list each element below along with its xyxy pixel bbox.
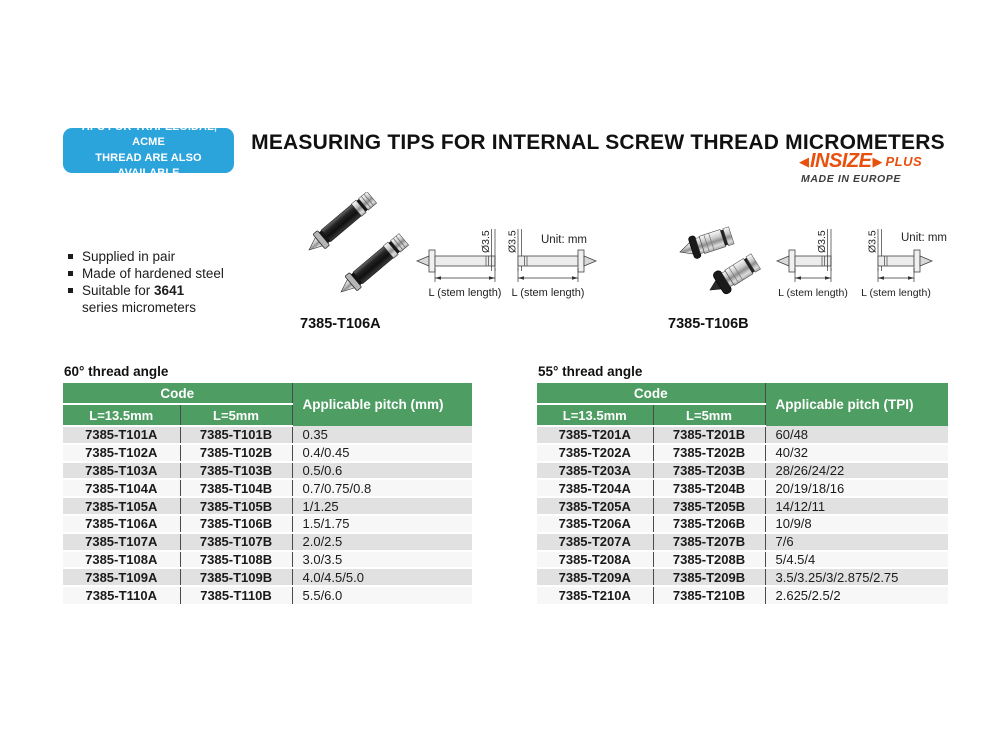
code-a-cell: 7385-T104A bbox=[63, 479, 180, 497]
code-a-cell: 7385-T106A bbox=[63, 515, 180, 533]
code-header: Code bbox=[537, 383, 765, 404]
pitch-cell: 0.5/0.6 bbox=[292, 462, 472, 480]
table-heading: 60° thread angle bbox=[64, 364, 169, 379]
code-a-cell: 7385-T206A bbox=[537, 515, 653, 533]
page-title: MEASURING TIPS FOR INTERNAL SCREW THREAD MICROMETERS bbox=[251, 131, 945, 154]
code-header: Code bbox=[63, 383, 292, 404]
code-a-cell: 7385-T101A bbox=[63, 426, 180, 444]
product-photo-7385-t106a bbox=[283, 192, 423, 312]
table-row bbox=[63, 462, 472, 480]
pitch-cell: 2.625/2.5/2 bbox=[765, 586, 948, 604]
bullet-icon bbox=[68, 254, 73, 259]
brand-name: INSIZE bbox=[810, 150, 872, 172]
dimension-drawing bbox=[417, 229, 501, 299]
table-row bbox=[537, 586, 948, 604]
table-row bbox=[537, 444, 948, 462]
pitch-cell: 0.35 bbox=[292, 426, 472, 444]
code-a-cell: 7385-T102A bbox=[63, 444, 180, 462]
code-b-cell: 7385-T104B bbox=[180, 479, 292, 497]
table-row bbox=[63, 533, 472, 551]
stem-length-label: L (stem length) bbox=[778, 287, 848, 299]
pitch-cell: 10/9/8 bbox=[765, 515, 948, 533]
diameter-label: Ø3.5 bbox=[816, 230, 828, 253]
pitch-cell: 28/26/24/22 bbox=[765, 462, 948, 480]
code-a-cell: 7385-T210A bbox=[537, 586, 653, 604]
code-b-cell: 7385-T102B bbox=[180, 444, 292, 462]
code-b-cell: 7385-T207B bbox=[653, 533, 765, 551]
bullet-icon bbox=[68, 288, 73, 293]
table-row bbox=[537, 462, 948, 480]
table-row bbox=[63, 444, 472, 462]
stem-length-label: L (stem length) bbox=[511, 287, 585, 299]
pitch-cell: 1.5/1.75 bbox=[292, 515, 472, 533]
feature-text: Suitable for 3641 bbox=[82, 283, 185, 298]
code-b-cell: 7385-T108B bbox=[180, 551, 292, 569]
pitch-cell: 0.7/0.75/0.8 bbox=[292, 479, 472, 497]
brand-logo bbox=[799, 151, 939, 185]
code-b-cell: 7385-T203B bbox=[653, 462, 765, 480]
code-b-cell: 7385-T206B bbox=[653, 515, 765, 533]
code-b-cell: 7385-T101B bbox=[180, 426, 292, 444]
code-a-cell: 7385-T202A bbox=[537, 444, 653, 462]
pitch-cell: 60/48 bbox=[765, 426, 948, 444]
code-a-cell: 7385-T109A bbox=[63, 568, 180, 586]
table-heading: 55° thread angle bbox=[538, 364, 643, 379]
code-b-cell: 7385-T109B bbox=[180, 568, 292, 586]
code-a-cell: 7385-T110A bbox=[63, 586, 180, 604]
table-row bbox=[63, 479, 472, 497]
code-b-cell: 7385-T106B bbox=[180, 515, 292, 533]
technical-diagram-group-b bbox=[775, 215, 970, 305]
table-row bbox=[63, 515, 472, 533]
code-a-cell: 7385-T203A bbox=[537, 462, 653, 480]
table-row bbox=[537, 568, 948, 586]
measuring-tip-illustration bbox=[703, 251, 762, 301]
measuring-tip-illustration bbox=[303, 192, 378, 257]
code-a-cell: 7385-T105A bbox=[63, 497, 180, 515]
table-row bbox=[537, 551, 948, 569]
code-a-cell: 7385-T108A bbox=[63, 551, 180, 569]
stem-length-label: L (stem length) bbox=[861, 287, 931, 299]
pitch-cell: 14/12/11 bbox=[765, 497, 948, 515]
code-a-cell: 7385-T204A bbox=[537, 479, 653, 497]
brand-arrow-left-icon: ◀ bbox=[799, 153, 809, 169]
column-header-l135: L=13.5mm bbox=[537, 404, 653, 426]
pitch-cell: 7/6 bbox=[765, 533, 948, 551]
code-a-cell: 7385-T207A bbox=[537, 533, 653, 551]
product-code-label-b: 7385-T106B bbox=[668, 316, 749, 332]
dimension-drawing bbox=[777, 229, 848, 299]
pitch-cell: 4.0/4.5/5.0 bbox=[292, 568, 472, 586]
pitch-cell: 3.5/3.25/3/2.875/2.75 bbox=[765, 568, 948, 586]
feature-text: Made of hardened steel bbox=[82, 266, 224, 281]
code-b-cell: 7385-T209B bbox=[653, 568, 765, 586]
table-row bbox=[63, 497, 472, 515]
column-header-l135: L=13.5mm bbox=[63, 404, 180, 426]
pitch-header: Applicable pitch (TPI) bbox=[765, 383, 948, 426]
badge-line-2: THREAD ARE ALSO AVAILABLE bbox=[95, 151, 202, 179]
code-b-cell: 7385-T201B bbox=[653, 426, 765, 444]
column-header-l5: L=5mm bbox=[653, 404, 765, 426]
pitch-cell: 40/32 bbox=[765, 444, 948, 462]
measuring-tip-illustration bbox=[676, 224, 734, 263]
pitch-cell: 5/4.5/4 bbox=[765, 551, 948, 569]
code-b-cell: 7385-T204B bbox=[653, 479, 765, 497]
feature-item bbox=[68, 282, 224, 299]
measuring-tip-illustration bbox=[335, 232, 410, 299]
bullet-icon bbox=[68, 271, 73, 276]
table-section-55-degree bbox=[537, 364, 948, 604]
unit-label: Unit: mm bbox=[541, 234, 587, 246]
feature-text-continued: series micrometers bbox=[82, 300, 197, 315]
table-row bbox=[537, 533, 948, 551]
pitch-cell: 2.0/2.5 bbox=[292, 533, 472, 551]
column-header-l5: L=5mm bbox=[180, 404, 292, 426]
code-a-cell: 7385-T107A bbox=[63, 533, 180, 551]
code-a-cell: 7385-T201A bbox=[537, 426, 653, 444]
series-number: 3641 bbox=[154, 283, 185, 298]
code-b-cell: 7385-T105B bbox=[180, 497, 292, 515]
pitch-cell: 1/1.25 bbox=[292, 497, 472, 515]
pitch-header: Applicable pitch (mm) bbox=[292, 383, 472, 426]
code-b-cell: 7385-T202B bbox=[653, 444, 765, 462]
code-a-cell: 7385-T205A bbox=[537, 497, 653, 515]
unit-label: Unit: mm bbox=[901, 232, 947, 244]
code-b-cell: 7385-T208B bbox=[653, 551, 765, 569]
brand-arrow-right-icon: ▶ bbox=[872, 153, 883, 169]
code-b-cell: 7385-T103B bbox=[180, 462, 292, 480]
feature-item bbox=[68, 248, 224, 265]
table-section-60-degree bbox=[63, 364, 472, 604]
feature-list bbox=[68, 248, 224, 316]
brand-logo-top bbox=[799, 151, 939, 171]
code-a-cell: 7385-T103A bbox=[63, 462, 180, 480]
pitch-cell: 3.0/3.5 bbox=[292, 551, 472, 569]
pitch-cell: 20/19/18/16 bbox=[765, 479, 948, 497]
code-b-cell: 7385-T210B bbox=[653, 586, 765, 604]
feature-item bbox=[68, 265, 224, 282]
code-a-cell: 7385-T208A bbox=[537, 551, 653, 569]
diameter-label: Ø3.5 bbox=[866, 230, 879, 253]
code-b-cell: 7385-T107B bbox=[180, 533, 292, 551]
table-row bbox=[63, 551, 472, 569]
product-code-label-a: 7385-T106A bbox=[300, 316, 381, 332]
table-row bbox=[63, 568, 472, 586]
table-row bbox=[63, 586, 472, 604]
pitch-cell: 0.4/0.45 bbox=[292, 444, 472, 462]
table-row bbox=[537, 479, 948, 497]
spec-table-55 bbox=[537, 383, 948, 604]
product-photo-7385-t106b bbox=[650, 192, 790, 312]
spec-table-60 bbox=[63, 383, 472, 604]
code-b-cell: 7385-T110B bbox=[180, 586, 292, 604]
diameter-label: Ø3.5 bbox=[506, 230, 519, 253]
code-b-cell: 7385-T205B bbox=[653, 497, 765, 515]
table-row bbox=[537, 426, 948, 444]
brand-origin-label: MADE IN EUROPE bbox=[801, 173, 901, 185]
table-row bbox=[537, 497, 948, 515]
diameter-label: Ø3.5 bbox=[480, 230, 492, 253]
brand-plus-label: PLUS bbox=[885, 153, 923, 169]
availability-badge bbox=[63, 120, 234, 179]
code-a-cell: 7385-T209A bbox=[537, 568, 653, 586]
table-row bbox=[537, 515, 948, 533]
technical-diagram-group-a bbox=[415, 215, 610, 305]
table-row bbox=[63, 426, 472, 444]
pitch-cell: 5.5/6.0 bbox=[292, 586, 472, 604]
feature-text: Supplied in pair bbox=[82, 249, 176, 264]
stem-length-label: L (stem length) bbox=[428, 287, 502, 299]
badge-line-1: TIPS FOR TRAPEZOIDAL, ACME bbox=[79, 120, 218, 149]
